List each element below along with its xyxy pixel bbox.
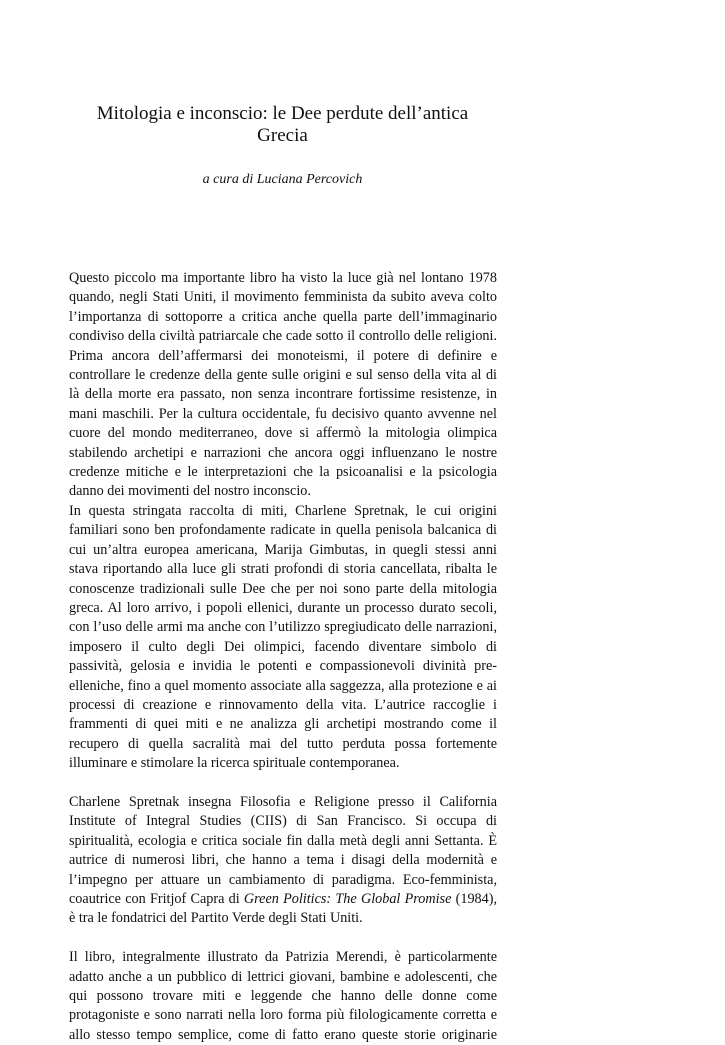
author-bio-text-end: (1984), è tra le fondatrici del Partito Verde degli Stati Uniti. bbox=[69, 890, 497, 927]
book-title-italic: Green Politics: The Global Promise bbox=[243, 890, 452, 907]
paragraph-author-bio bbox=[69, 793, 497, 929]
paragraph-illustrations: Il libro, integralmente illustrato da Patrizia Merendi, è particolarmente adatto anche a un pubblico di lettrici giovani, bambine e adolescenti, che qui possono trovare miti e leggende che hanno delle donne come protagoniste e sono narrati nella loro forma più filologicamente corretta e allo stesso tempo semplice, come di fatto erano queste storie originarie bbox=[69, 949, 497, 1043]
paragraph-intro: Questo piccolo ma importante libro ha visto la luce già nel lontano 1978 quando, negli Stati Uniti, il movimento femminista da subito aveva colto l’importanza di sottoporre a critica anche quella parte dell’immaginario condiviso della civiltà patriarcale che cade sotto il controllo delle religioni. Prima ancora dell’affermarsi dei monoteismi, il potere di definire e controllare le credenze della gente sulle origini e sul senso della vita al di là della morte era passato, non senza incontrare fortissime resistenze, in mani maschili. Per la cultura occidentale, fu decisivo quanto avvenne nel cuore del mondo mediterraneo, dove si affermò la mitologia olimpica stabilendo archetipi e narrazioni che ancora oggi influenzano le nostre credenze mitiche e le interpretazioni che la psicoanalisi e la psicologia danno dei movimenti del nostro inconscio. bbox=[69, 270, 497, 500]
document-editor: a cura di Luciana Percovich bbox=[202, 172, 363, 187]
document-body bbox=[69, 269, 497, 1045]
document-title: Mitologia e inconscio: le Dee perdute dell’antica Grecia bbox=[96, 103, 469, 146]
paragraph-myths: In questa stringata raccolta di miti, Charlene Spretnak, le cui origini familiari sono ben profondamente radicate in quella penisola balcanica di cui un’altra europea americana, Marija Gimbutas, in quegli stessi anni stava riportando alla luce gli strati profondi di storia cancellata, ribalta le conoscenze tradizionali sulle Dee che per noi sono parte della mitologia greca. Al loro arrivo, i popoli ellenici, durante un processo durato secoli, con l’uso delle armi ma anche con l’utilizzo spregiudicato delle narrazioni, imposero il culto degli Dei olimpici, facendo diventare simbolo di passività, gelosia e invidia le potenti e compassionevoli divinità pre-elleniche, fino a quel momento associate alla saggezza, alla protezione e ai processi di creazione e rinnovamento della vita. L’autrice raccoglie i frammenti di quei miti e ne analizza gli archetipi mostrando come il recupero di quella sacralità mai del tutto perduta possa fortemente illuminare e stimolare la ricerca spirituale contemporanea. bbox=[69, 502, 497, 772]
author-bio-text-start: Charlene Spretnak insegna Filosofia e Religione presso il California Institute of Integral Studies (CIIS) di San Francisco. Si occupa di spiritualità, ecologia e critica sociale fin dalla metà degli anni Settanta. È autrice di numerosi libri, che hanno a tema i disagi della modernità e l’impegno per attuare un cambiamento di paradigma. Eco-femminista, coautrice con Fritjof Capra di bbox=[69, 793, 497, 907]
